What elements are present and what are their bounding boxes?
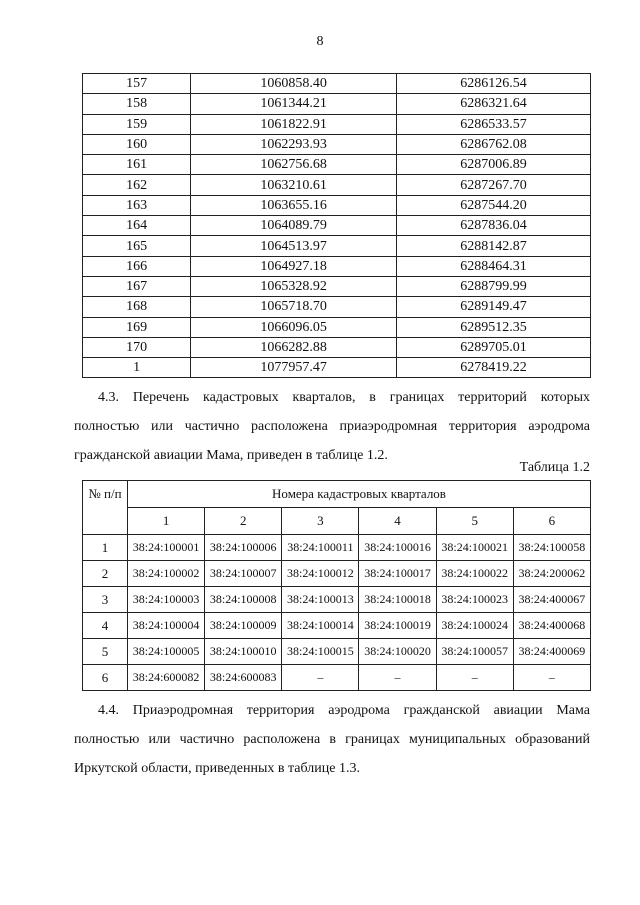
group-header: Номера кадастровых кварталов [128,481,591,508]
table-row [83,358,591,378]
cadastral-number-cell: 38:24:100009 [205,613,282,639]
cadastral-number-cell: 38:24:100004 [128,613,205,639]
x-coordinate-cell: 1066096.05 [191,317,397,337]
x-coordinate-cell: 1062756.68 [191,155,397,175]
cadastral-number-cell: 38:24:100057 [436,639,513,665]
table-row [83,561,591,587]
cadastral-number-cell: 38:24:600083 [205,665,282,691]
table-row [83,114,591,134]
cadastral-number-cell: 38:24:100022 [436,561,513,587]
table-row [83,317,591,337]
cadastral-number-cell: 38:24:100002 [128,561,205,587]
x-coordinate-cell: 1064513.97 [191,236,397,256]
table-row [83,134,591,154]
cadastral-number-cell: 38:24:100010 [205,639,282,665]
column-header: 1 [128,508,205,535]
x-coordinate-cell: 1062293.93 [191,134,397,154]
point-number-cell: 168 [83,297,191,317]
y-coordinate-cell: 6288464.31 [397,256,591,276]
y-coordinate-cell: 6286321.64 [397,94,591,114]
paragraph-4-3 [74,383,590,470]
column-header: 2 [205,508,282,535]
cadastral-number-cell: 38:24:100016 [359,535,436,561]
x-coordinate-cell: 1065328.92 [191,276,397,296]
x-coordinate-cell: 1063655.16 [191,195,397,215]
point-number-cell: 161 [83,155,191,175]
row-number-cell: 5 [83,639,128,665]
paragraph-line: полностью или частично расположена приаэродромная территория аэродрома [74,419,590,434]
cadastral-number-cell: 38:24:100023 [436,587,513,613]
cadastral-number-cell: 38:24:100005 [128,639,205,665]
cadastral-number-cell: 38:24:100024 [436,613,513,639]
paragraph-4-4 [74,696,590,783]
y-coordinate-cell: 6286126.54 [397,74,591,94]
cadastral-number-cell: 38:24:100020 [359,639,436,665]
cadastral-number-cell: – [436,665,513,691]
table-row [83,665,591,691]
table-row [83,639,591,665]
y-coordinate-cell: 6286762.08 [397,134,591,154]
cadastral-number-cell: 38:24:400069 [513,639,590,665]
point-number-cell: 167 [83,276,191,296]
y-coordinate-cell: 6287836.04 [397,216,591,236]
row-number-cell: 6 [83,665,128,691]
column-header: 4 [359,508,436,535]
x-coordinate-cell: 1077957.47 [191,358,397,378]
table-row [83,613,591,639]
row-number-cell: 2 [83,561,128,587]
cadastral-number-cell: 38:24:100013 [282,587,359,613]
x-coordinate-cell: 1064927.18 [191,256,397,276]
cadastral-number-cell: 38:24:100018 [359,587,436,613]
row-number-cell: 1 [83,535,128,561]
cadastral-number-cell: 38:24:600082 [128,665,205,691]
cadastral-number-cell: 38:24:100019 [359,613,436,639]
cadastral-number-cell: 38:24:100021 [436,535,513,561]
x-coordinate-cell: 1061822.91 [191,114,397,134]
cadastral-number-cell: 38:24:100011 [282,535,359,561]
point-number-cell: 170 [83,337,191,357]
cadastral-number-cell: 38:24:100003 [128,587,205,613]
cadastral-number-cell: 38:24:400067 [513,587,590,613]
table-caption: Таблица 1.2 [519,460,590,475]
table-row [83,216,591,236]
paragraph-line: гражданской авиации Мама, приведен в таблице 1.2. [74,448,388,463]
cadastral-number-cell: 38:24:100001 [128,535,205,561]
cadastral-number-cell: 38:24:400068 [513,613,590,639]
y-coordinate-cell: 6286533.57 [397,114,591,134]
table-row [83,256,591,276]
x-coordinate-cell: 1061344.21 [191,94,397,114]
cadastral-number-cell: 38:24:200062 [513,561,590,587]
cadastral-number-cell: 38:24:100014 [282,613,359,639]
paragraph-line: 4.4. Приаэродромная территория аэродрома гражданской авиации Мама [98,703,590,718]
y-coordinate-cell: 6278419.22 [397,358,591,378]
point-number-cell: 1 [83,358,191,378]
table-row [83,155,591,175]
row-number-cell: 4 [83,613,128,639]
point-number-cell: 158 [83,94,191,114]
y-coordinate-cell: 6289705.01 [397,337,591,357]
point-number-cell: 162 [83,175,191,195]
table-row [83,297,591,317]
cadastral-number-cell: 38:24:100007 [205,561,282,587]
x-coordinate-cell: 1064089.79 [191,216,397,236]
x-coordinate-cell: 1065718.70 [191,297,397,317]
point-number-cell: 164 [83,216,191,236]
x-coordinate-cell: 1060858.40 [191,74,397,94]
x-coordinate-cell: 1063210.61 [191,175,397,195]
cadastral-number-cell: 38:24:100058 [513,535,590,561]
cadastral-number-cell: 38:24:100012 [282,561,359,587]
y-coordinate-cell: 6288142.87 [397,236,591,256]
cadastral-number-cell: – [513,665,590,691]
point-number-cell: 169 [83,317,191,337]
table-row [83,337,591,357]
paragraph-line: 4.3. Перечень кадастровых кварталов, в границах территорий которых [98,390,590,405]
cadastral-number-cell: 38:24:100008 [205,587,282,613]
column-header: 6 [513,508,590,535]
x-coordinate-cell: 1066282.88 [191,337,397,357]
table-row [83,587,591,613]
point-number-cell: 166 [83,256,191,276]
y-coordinate-cell: 6287544.20 [397,195,591,215]
point-number-cell: 165 [83,236,191,256]
column-header: 5 [436,508,513,535]
row-number-cell: 3 [83,587,128,613]
table-row [83,74,591,94]
y-coordinate-cell: 6289149.47 [397,297,591,317]
table-row [83,535,591,561]
paragraph-line: полностью или частично расположена в границах муниципальных образований [74,732,590,747]
y-coordinate-cell: 6289512.35 [397,317,591,337]
cadastral-quarters-table [82,480,591,691]
y-coordinate-cell: 6287006.89 [397,155,591,175]
cadastral-number-cell: – [282,665,359,691]
point-number-cell: 157 [83,74,191,94]
point-number-cell: 159 [83,114,191,134]
table-row [83,94,591,114]
num-header: № п/п [83,481,128,535]
y-coordinate-cell: 6288799.99 [397,276,591,296]
table-row [83,175,591,195]
table-row [83,195,591,215]
cadastral-number-cell: 38:24:100015 [282,639,359,665]
table-row [83,236,591,256]
column-header: 3 [282,508,359,535]
y-coordinate-cell: 6287267.70 [397,175,591,195]
table-row [83,276,591,296]
point-number-cell: 163 [83,195,191,215]
paragraph-line: Иркутской области, приведенных в таблице 1.3. [74,761,360,776]
cadastral-number-cell: 38:24:100017 [359,561,436,587]
cadastral-number-cell: – [359,665,436,691]
coordinates-table [82,73,591,378]
page-number: 8 [316,34,324,49]
point-number-cell: 160 [83,134,191,154]
cadastral-number-cell: 38:24:100006 [205,535,282,561]
